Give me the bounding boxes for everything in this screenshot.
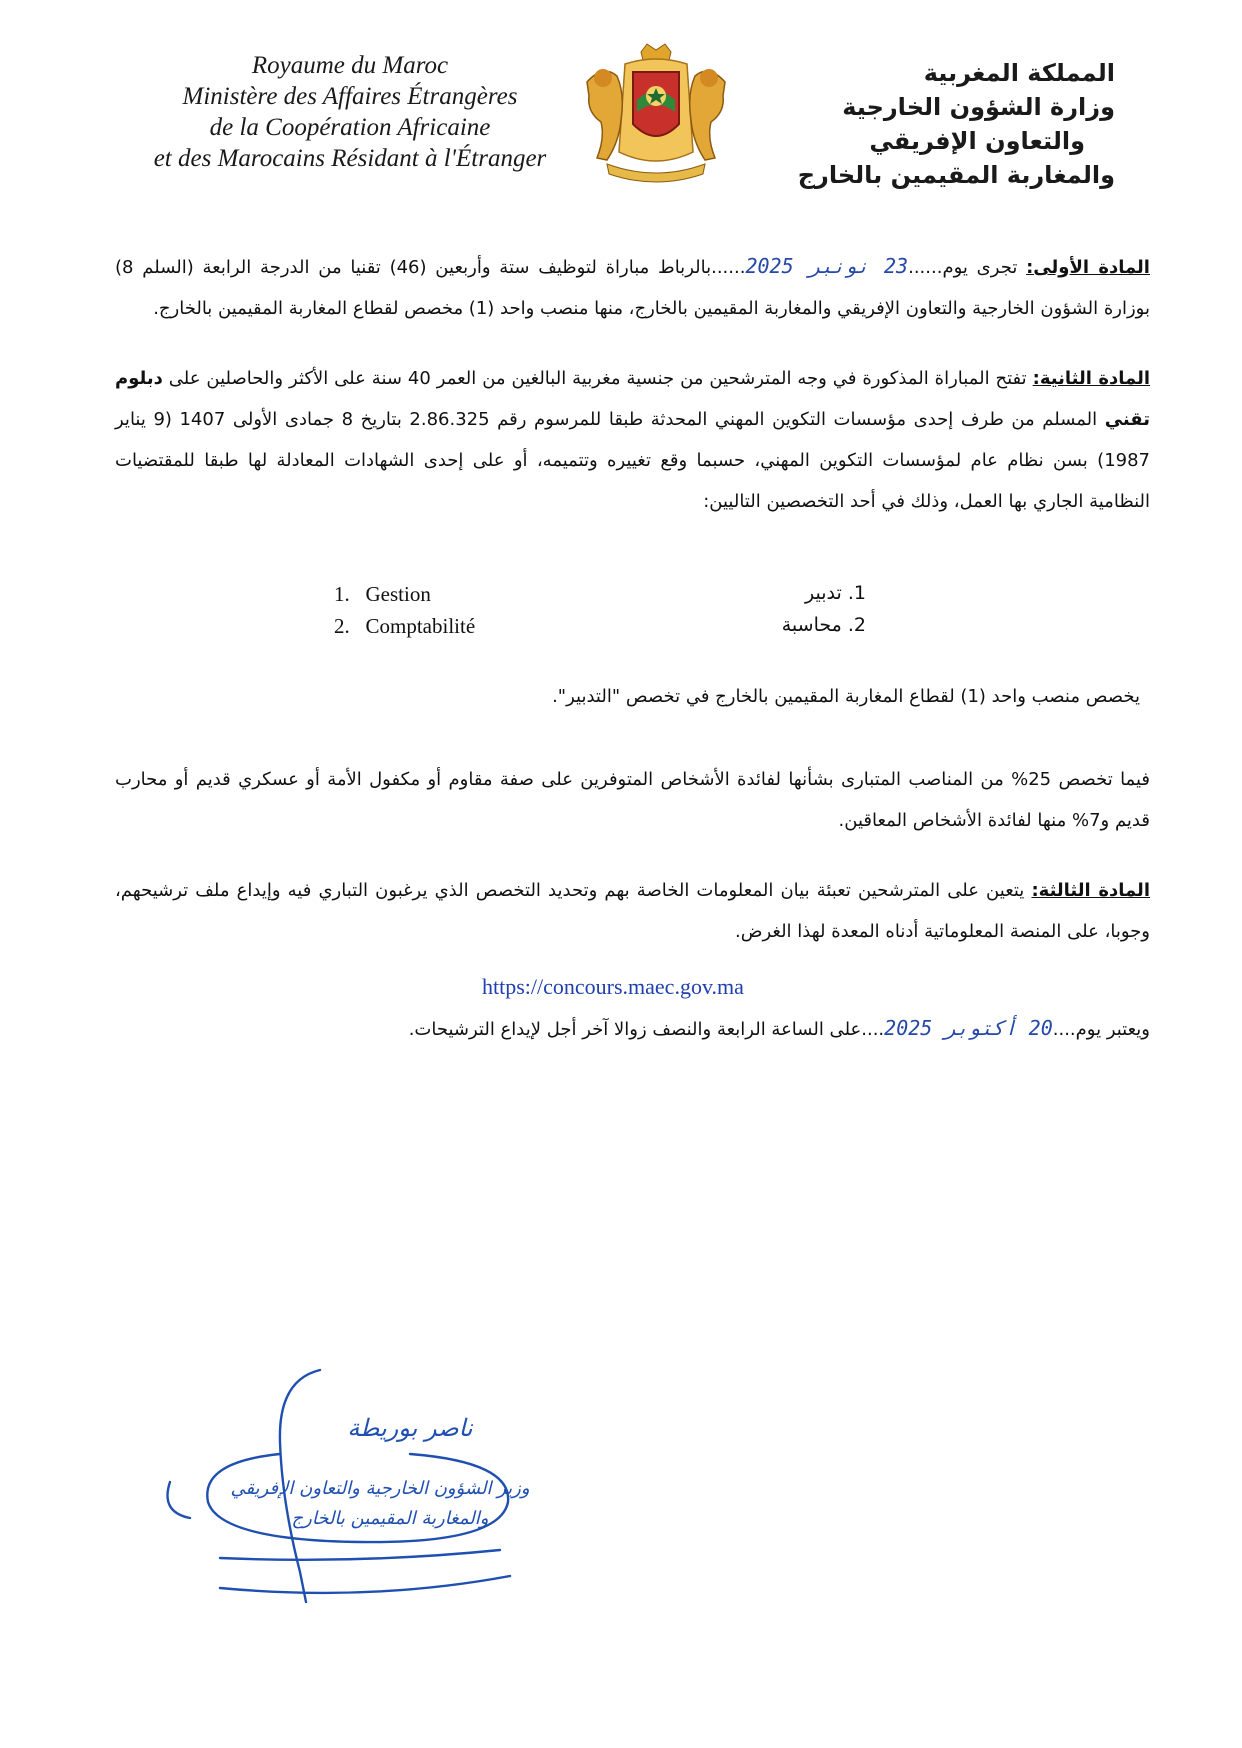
article-2-text-b: المسلم من طرف إحدى مؤسسات التكوين المهني المحدثة طبقا للمرسوم رقم 2.86.325 بتاريخ 8 جمادى الأولى 1407 (9 يناير 1987) بسن نظام عام لمؤسسات التكوين المهني، حسبما وقع تغييره وتتميمه، أو على إحدى الشهادات المعادلة لها طبقا للمقتضيات النظامية الجاري بها العمل، وذلك في أحد التخصصين التاليين: xyxy=(115,409,1150,512)
article-3-label: المادة الثالثة: xyxy=(1031,880,1150,901)
specialty-ar-1: 1. تدبير xyxy=(805,582,866,604)
article-2-diploma: دبلوم تقني xyxy=(115,368,1150,430)
article-1-pre-date: تجرى يوم xyxy=(942,257,1018,278)
article-3-text: يتعين على المترشحين تعبئة بيان المعلومات الخاصة بهم وتحديد التخصص الذي يرغبون التباري فيه وإيداع ملف ترشيحهم، وجوبا، على المنصة المعلوماتية أدناه المعدة لهذا الغرض. xyxy=(115,880,1150,942)
specialties-arabic xyxy=(660,582,866,646)
specialty-fr-2: 2. Comptabilité xyxy=(334,614,476,638)
article-1-label: المادة الأولى: xyxy=(1026,257,1150,278)
svg-text:والمغاربة المقيمين بالخارج: والمغاربة المقيمين بالخارج xyxy=(291,1508,489,1529)
article-1-text: بالرباط مباراة لتوظيف ستة وأربعين (46) تقنيا من الدرجة الرابعة (السلم 8) بوزارة الشؤون الخارجية والتعاون الإفريقي والمغاربة المقيمين بالخارج، منها منصب واحد (1) مخصص لقطاع المغاربة المقيمين بالخارج. xyxy=(115,257,1150,319)
specialties-french xyxy=(334,582,594,646)
note-post: يخصص منصب واحد (1) لقطاع المغاربة المقيمين بالخارج في تخصص "التدبير". xyxy=(552,686,1140,707)
note-quota: فيما تخصص 25% من المناصب المتبارى بشأنها لفائدة الأشخاص المتوفرين على صفة مقاوم أو مكفول الأمة أو عسكري قديم أو محارب قديم و7% منها لفائدة الأشخاص المعاقين. xyxy=(115,769,1150,831)
header-fr-line-1: Royaume du Maroc xyxy=(251,52,449,79)
coat-of-arms-icon xyxy=(577,42,735,188)
header-french xyxy=(150,50,550,174)
article-1-handwritten-date: 23 نونبر 2025 xyxy=(745,254,909,278)
article-2 xyxy=(115,358,1150,522)
deadline-handwritten-date: 20 أكتوبر 2025 xyxy=(884,1016,1053,1040)
header-fr-line-3: de la Coopération Africaine xyxy=(209,114,491,141)
svg-text:ناصر بوريطة: ناصر بوريطة xyxy=(347,1414,473,1442)
article-2-text-a: تفتح المباراة المذكورة في وجه المترشحين من جنسية مغربية البالغين من العمر 40 سنة على الأكثر والحاصلين على xyxy=(168,368,1027,389)
minister-signature-icon xyxy=(160,1362,540,1612)
header-fr-line-4: et des Marocains Résidant à l'Étranger xyxy=(153,145,547,172)
header-ar-line-3: والتعاون الإفريقي xyxy=(869,127,1085,155)
article-2-label: المادة الثانية: xyxy=(1032,368,1151,389)
deadline-text: على الساعة الرابعة والنصف زوالا آخر أجل لإيداع الترشيحات. xyxy=(408,1019,862,1040)
header-ar-line-2: وزارة الشؤون الخارجية xyxy=(842,93,1115,121)
article-1: المادة الأولى: تجرى يوم......23 نونبر 2025......بالرباط مباراة لتوظيف ستة وأربعين (46) تقنيا من الدرجة الرابعة (السلم 8) بوزارة الشؤون الخارجية والتعاون الإفريقي والمغاربة المقيمين بالخارج، منها منصب واحد (1) مخصص لقطاع المغاربة المقيمين بالخارج. xyxy=(115,254,1150,319)
deadline: ويعتبر يوم....20 أكتوبر 2025....على الساعة الرابعة والنصف زوالا آخر أجل لإيداع الترشيحات. xyxy=(408,1016,1150,1040)
header-ar-line-4: والمغاربة المقيمين بالخارج xyxy=(797,161,1115,189)
header-arabic xyxy=(797,56,1115,192)
article-3 xyxy=(115,870,1150,952)
deadline-pre-date: ويعتبر يوم xyxy=(1075,1019,1150,1040)
application-link[interactable]: https://concours.maec.gov.ma xyxy=(482,974,744,999)
header-fr-line-2: Ministère des Affaires Étrangères xyxy=(182,83,518,110)
svg-text:وزير الشؤون الخارجية والتعاون: وزير الشؤون الخارجية والتعاون الإفريقي xyxy=(230,1478,530,1499)
specialty-ar-2: 2. محاسبة xyxy=(781,614,866,636)
specialty-fr-1: 1. Gestion xyxy=(334,582,431,606)
header-ar-line-1: المملكة المغربية xyxy=(923,59,1115,87)
